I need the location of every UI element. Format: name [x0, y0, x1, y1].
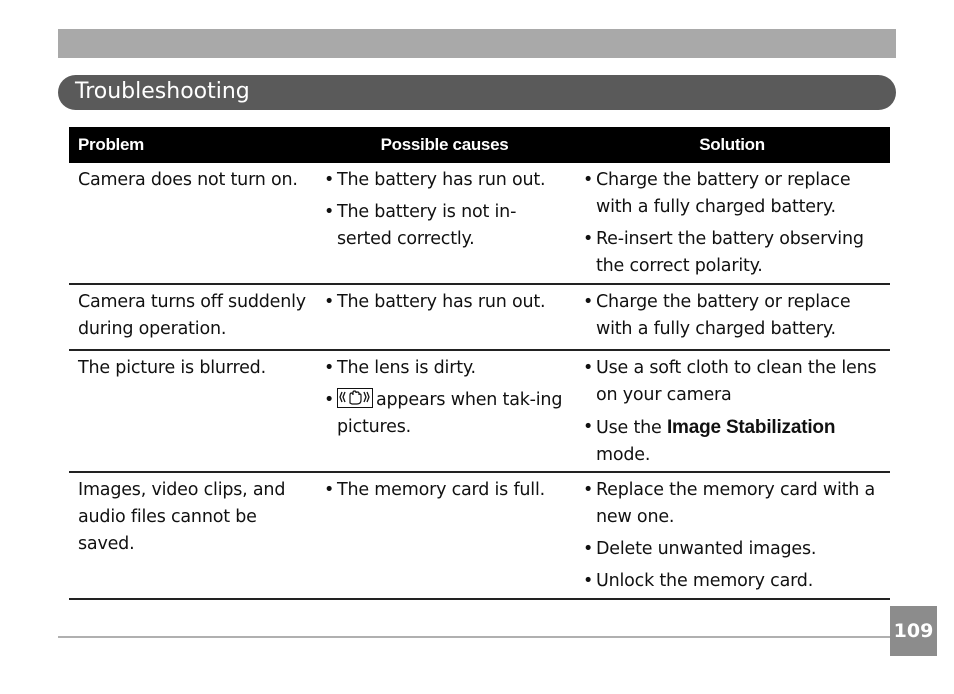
page-number: 109: [890, 606, 937, 656]
problem-cell: The picture is blurred.: [78, 358, 266, 378]
solution-cell: [574, 351, 890, 471]
list-item: • Charge the battery or replace with a fully charged battery.: [583, 292, 851, 339]
column-header-solution: Solution: [699, 135, 765, 154]
list-item: • Replace the memory card with a new one.: [583, 480, 876, 527]
solution-cell: [574, 285, 890, 349]
table-row: [69, 285, 890, 351]
list-item: • Use a soft cloth to clean the lens on your camera: [583, 358, 877, 405]
column-header-problem: Problem: [78, 135, 144, 154]
causes-cell: [315, 351, 574, 471]
footer-divider: [58, 636, 890, 638]
list-item: • The battery is not in-serted correctly.: [324, 202, 517, 249]
list-item: • The memory card is full.: [324, 480, 545, 500]
solution-cell: [574, 473, 890, 598]
section-header: [58, 75, 896, 110]
list-item: • Use the Image Stabilization mode.: [583, 417, 836, 465]
list-item: • The battery has run out.: [324, 292, 546, 312]
list-item: • The lens is dirty.: [324, 358, 476, 378]
problem-cell: Images, video clips, and audio files cannot be saved.: [78, 480, 286, 554]
list-item: • Unlock the memory card.: [583, 571, 814, 591]
causes-cell: [315, 163, 574, 283]
table-row: [69, 473, 890, 600]
problem-cell: Camera does not turn on.: [78, 170, 298, 190]
table-row: [69, 163, 890, 285]
list-item: • Charge the battery or replace with a fully charged battery.: [583, 170, 851, 217]
camera-shake-icon: [337, 388, 373, 408]
column-header-causes: Possible causes: [380, 135, 509, 154]
list-item: • The battery has run out.: [324, 170, 546, 190]
problem-cell: Camera turns off suddenly during operation.: [78, 292, 306, 339]
list-item: • Delete unwanted images.: [583, 539, 817, 559]
causes-cell: [315, 473, 574, 598]
image-stabilization-label: Image Stabilization: [666, 417, 836, 438]
solution-cell: [574, 163, 890, 283]
section-title: Troubleshooting: [75, 79, 250, 104]
causes-cell: [315, 285, 574, 349]
troubleshooting-table: [69, 127, 890, 600]
table-header: [69, 127, 890, 163]
list-item: • appears when tak-ing pictures.: [324, 390, 563, 437]
top-decorative-bar: [58, 29, 896, 58]
list-item: • Re-insert the battery observing the correct polarity.: [583, 229, 864, 276]
table-row: [69, 351, 890, 473]
